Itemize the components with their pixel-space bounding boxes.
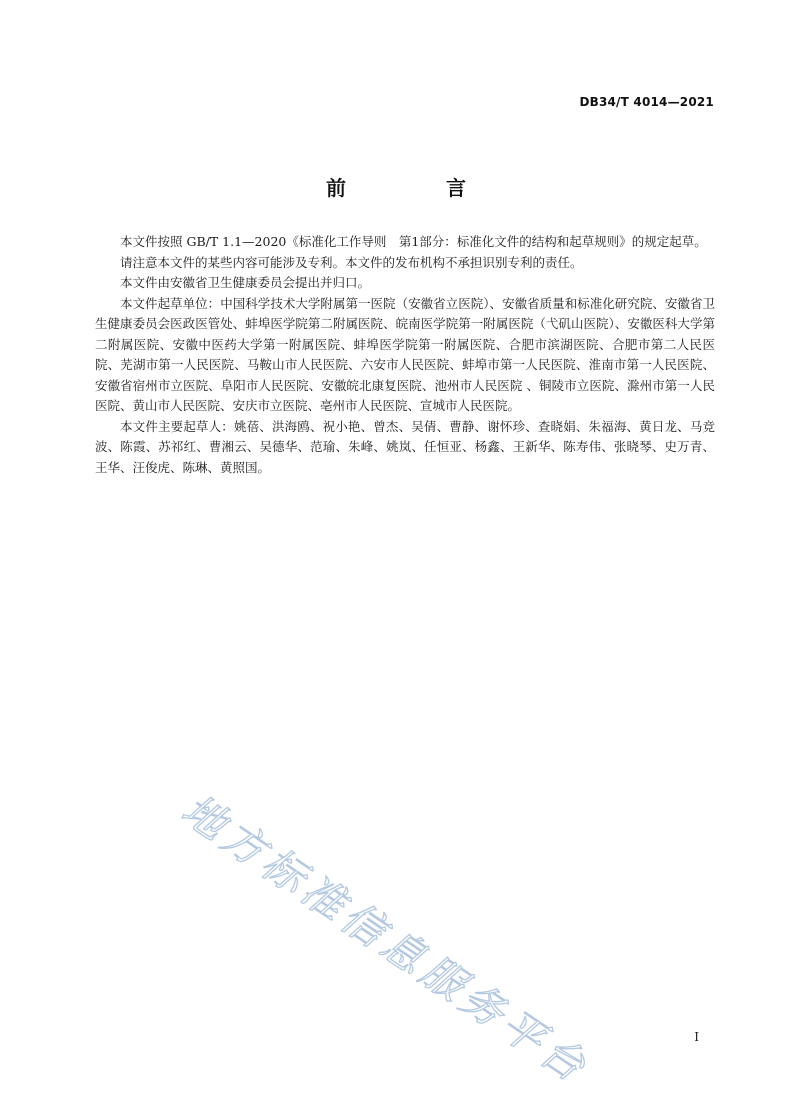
paragraph-drafting-units: 本文件起草单位：中国科学技术大学附属第一医院（安徽省立医院）、安徽省质量和标准化研究院、安徽省卫生健康委员会医政医管处、蚌埠医学院第二附属医院、皖南医学院第一附属医院（弋矶山医院）、安徽医科大学第二附属医院、安徽中医药大学第一附属医院、蚌埠医学院第一附属医院、合肥市滨湖医院、合肥市第二人民医院、芜湖市第一人民医院、马鞍山市人民医院、六安市人民医院、蚌埠市第一人民医院、淮南市第一人民医院、安徽省宿州市立医院、阜阳市人民医院、安徽皖北康复医院、池州市人民医院 、铜陵市立医院、滁州市第一人民医院、黄山市人民医院、安庆市立医院、亳州市人民医院、宣城市人民医院。 (95, 295, 715, 413)
paragraph-drafting-rules: 本文件按照 GB/T 1.1—2020《标准化工作导则 第1部分：标准化文件的结构和起草规则》的规定起草。 (120, 234, 707, 249)
page-title: 前 言 (326, 176, 506, 200)
paragraph-patent-notice: 请注意本文件的某些内容可能涉及专利。本文件的发布机构不承担识别专利的责任。 (120, 254, 583, 270)
paragraph-proposer: 本文件由安徽省卫生健康委员会提出并归口。 (120, 275, 371, 290)
foreword-body (95, 232, 715, 478)
standard-code: DB34/T 4014—2021 (579, 95, 714, 109)
watermark: 地方标准信息服务平台 (173, 784, 599, 1094)
paragraph-drafters: 本文件主要起草人：姚蓓、洪海鸥、祝小艳、曾杰、吴倩、曹静、谢怀珍、查晓娟、朱福海、黄日龙、马竞波、陈霞、苏祁红、曹湘云、吴德华、范瑜、朱峰、姚岚、任恒亚、杨鑫、王新华、陈寿伟、张晓琴、史万青、王华、汪俊虎、陈琳、黄照国。 (95, 418, 715, 475)
page-number: I (694, 1030, 699, 1044)
